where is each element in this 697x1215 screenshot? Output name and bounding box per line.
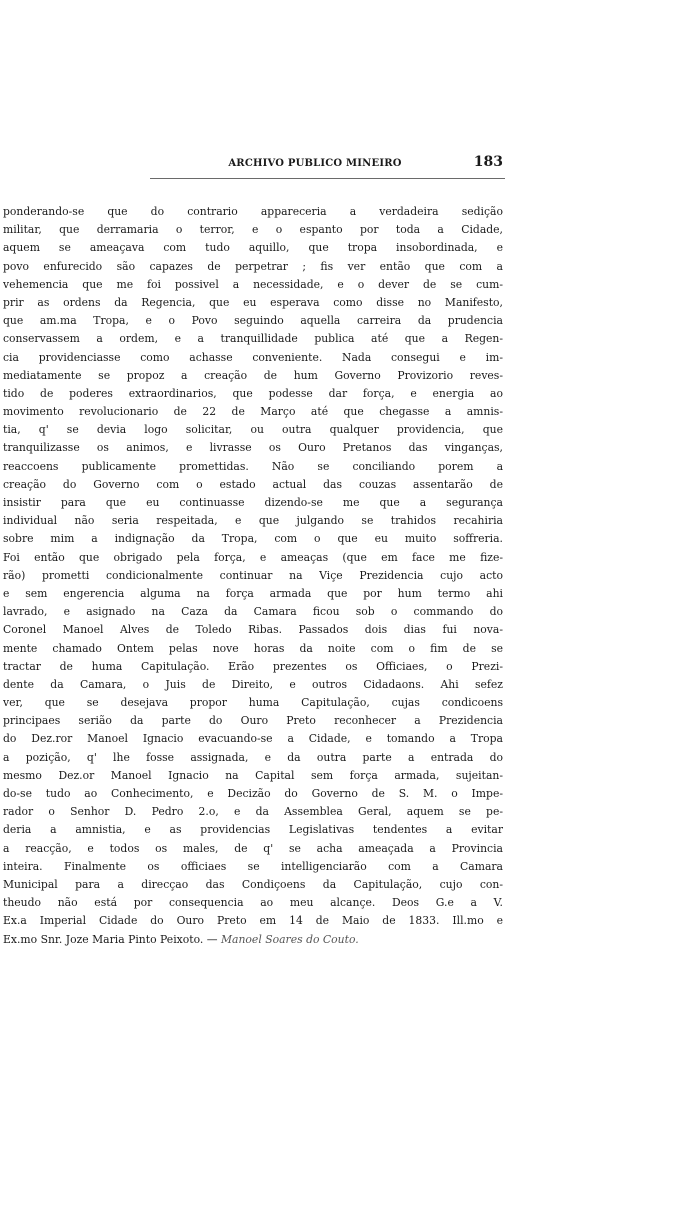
text-line: tia, q' se devia logo solicitar, ou outra qualquer providencia, que: [3, 423, 503, 437]
text-line: a pozição, q' lhe fosse assignada, e da outra parte a entrada do: [3, 750, 503, 764]
text-line: mediatamente se propoz a creação de hum Governo Provizorio reves-: [3, 368, 503, 382]
text-line: ponderando-se que do contrario appareceria a verdadeira sedição: [3, 205, 503, 218]
text-line: aquem se ameaçava com tudo aquillo, que tropa insobordinada, e: [3, 241, 503, 255]
text-line: movimento revolucionario de 22 de Março até que chegasse a amnis-: [3, 405, 503, 419]
text-line: militar, que derramaria o terror, e o espanto por toda a Cidade,: [3, 223, 503, 237]
text-line: tranquilizasse os animos, e livrasse os Ouro Pretanos das vinganças,: [3, 441, 503, 455]
text-line: creação do Governo com o estado actual das couzas assentarão de: [3, 477, 503, 491]
text-line: individual não seria respeitada, e que julgando se trahidos recahiria: [3, 514, 503, 528]
closing-line: [3, 931, 503, 949]
text-line: dente da Camara, o Juis de Direito, e outros Cidadaons. Ahi sefez: [3, 677, 503, 691]
text-line: Foi então que obrigado pela força, e ameaças (que em face me fize-: [3, 550, 503, 564]
text-line: mente chamado Ontem pelas nove horas da noite com o fim de se: [3, 641, 503, 655]
text-line: do-se tudo ao Conhecimento, e Decizão do Governo de S. M. o Impe-: [3, 787, 503, 800]
text-line: sobre mim a indignação da Tropa, com o que eu muito soffreria.: [3, 532, 503, 546]
text-line: Coronel Manoel Alves de Toledo Ribas. Passados dois dias fui nova-: [3, 623, 503, 637]
text-line: a reacção, e todos os males, de q' se acha ameaçada a Provincia: [3, 841, 503, 855]
signature: Manoel Soares do Couto.: [220, 932, 359, 946]
text-line: do Dez.ror Manoel Ignacio evacuando-se a Cidade, e tomando a Tropa: [3, 732, 503, 746]
text-line: que am.ma Tropa, e o Povo seguindo aquella carreira da prudencia: [3, 314, 503, 328]
text-line: ver, que se desejava propor huma Capitulação, cujas condicoens: [3, 696, 503, 710]
text-line: tractar de huma Capitulação. Erão prezentes os Officiaes, o Prezi-: [3, 659, 503, 673]
text-line: e sem engerencia alguma na força armada que por hum termo ahi: [3, 586, 503, 600]
text-line: cia providenciasse como achasse conveniente. Nada consegui e im-: [3, 350, 503, 364]
text-line: principaes serião da parte do Ouro Preto reconhecer a Prezidencia: [3, 714, 503, 728]
text-line: mesmo Dez.or Manoel Ignacio na Capital sem força armada, sujeitan-: [3, 768, 503, 782]
text-line: povo enfurecido são capazes de perpetrar ; fis ver então que com a: [3, 259, 503, 273]
closing-text: Ex.mo Snr. Joze Maria Pinto Peixoto. —: [3, 932, 218, 946]
text-line: rão) prometti condicionalmente continuar na Viçe Prezidencia cujo acto: [3, 568, 503, 582]
body-text: [3, 203, 503, 949]
running-title: ARCHIVO PUBLICO MINEIRO: [228, 158, 402, 169]
text-line: reaccoens publicamente promettidas. Não se conciliando porem a: [3, 459, 503, 473]
page-number: 183: [473, 154, 503, 170]
text-line: Municipal para a direcçao das Condiçoens da Capitulação, cujo con-: [3, 877, 503, 891]
text-line: deria a amnistia, e as providencias Legislativas tendentes a evitar: [3, 823, 503, 837]
running-header: [150, 156, 505, 179]
text-line: theudo não está por consequencia ao meu alcançe. Deos G.e a V.: [3, 896, 503, 910]
text-line: tido de poderes extraordinarios, que podesse dar força, e energia ao: [3, 386, 503, 400]
text-line: inteira. Finalmente os officiaes se intelligenciarão com a Camara: [3, 859, 503, 873]
text-line: conservassem a ordem, e a tranquillidade publica até que a Regen-: [3, 332, 503, 346]
text-line: lavrado, e asignado na Caza da Camara ficou sob o commando do: [3, 605, 503, 619]
text-line: vehemencia que me foi possivel a necessidade, e o dever de se cum-: [3, 277, 503, 291]
text-line: prir as ordens da Regencia, que eu esperava como disse no Manifesto,: [3, 295, 503, 309]
text-line: insistir para que eu continuasse dizendo-se me que a segurança: [3, 496, 503, 509]
text-line: Ex.a Imperial Cidade do Ouro Preto em 14 de Maio de 1833. Ill.mo e: [3, 914, 503, 928]
text-line: rador o Senhor D. Pedro 2.o, e da Assemblea Geral, aquem se pe-: [3, 805, 503, 819]
